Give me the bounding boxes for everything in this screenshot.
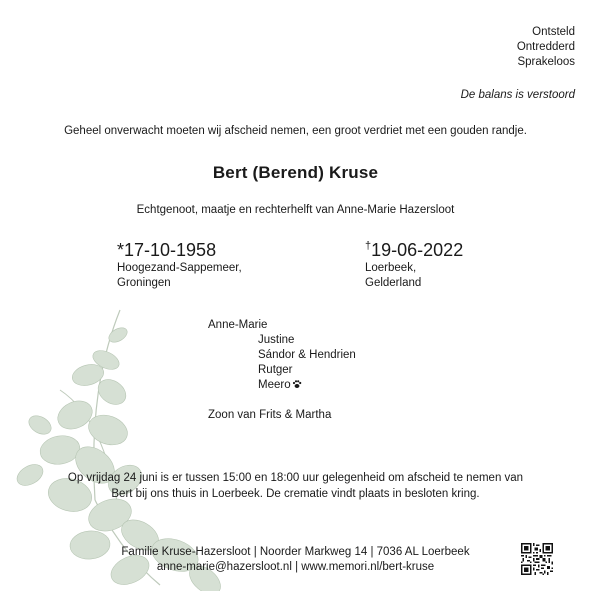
family-member: Sándor & Hendrien <box>258 349 356 361</box>
death-place-line2: Gelderland <box>365 277 422 289</box>
family-member-pet <box>208 378 356 393</box>
death-block <box>365 240 463 291</box>
poem-line: Ontredderd <box>516 41 575 53</box>
footer-contact: anne-marie@hazersloot.nl | www.memori.nl/bert-kruse <box>156 561 435 573</box>
birth-place-line2: Groningen <box>117 277 171 289</box>
qr-code-icon <box>521 543 553 575</box>
poem-line: Ontsteld <box>532 26 575 38</box>
notice-line: Bert bij ons thuis in Loerbeek. De crematie vindt plaats in besloten kring. <box>111 488 480 500</box>
notice-line: Op vrijdag 24 juni is er tussen 15:00 en 18:00 uur gelegenheid om afscheid te nemen van <box>67 472 524 484</box>
opening-poem <box>517 25 575 70</box>
footer <box>0 545 591 575</box>
pet-name: Meero <box>258 379 291 391</box>
deceased-name: Bert (Berend) Kruse <box>212 163 379 182</box>
relation-text: Echtgenoot, maatje en rechterhelft van Anne-Marie Hazersloot <box>136 204 455 216</box>
tagline: De balans is verstoord <box>460 89 575 101</box>
footer-address: Familie Kruse-Hazersloot | Noorder Markweg 14 | 7036 AL Loerbeek <box>121 546 470 558</box>
death-date-line <box>365 240 463 261</box>
death-place-line1: Loerbeek, <box>365 262 417 274</box>
dagger-symbol: † <box>365 240 372 252</box>
death-date: 19-06-2022 <box>371 240 464 260</box>
family-member: Justine <box>258 334 295 346</box>
poem-line: Sprakeloos <box>517 56 575 68</box>
family-head: Anne-Marie <box>208 319 268 331</box>
visitation-notice <box>0 470 591 502</box>
paw-icon <box>292 379 302 389</box>
son-of: Zoon van Frits & Martha <box>208 409 332 421</box>
birth-place-line1: Hoogezand-Sappemeer, <box>117 262 242 274</box>
family-list <box>208 318 356 423</box>
birth-date: *17-10-1958 <box>117 240 217 260</box>
birth-block <box>117 240 242 291</box>
intro-text: Geheel onverwacht moeten wij afscheid nemen, een groot verdriet met een gouden randje. <box>64 125 527 137</box>
family-member: Rutger <box>258 364 293 376</box>
